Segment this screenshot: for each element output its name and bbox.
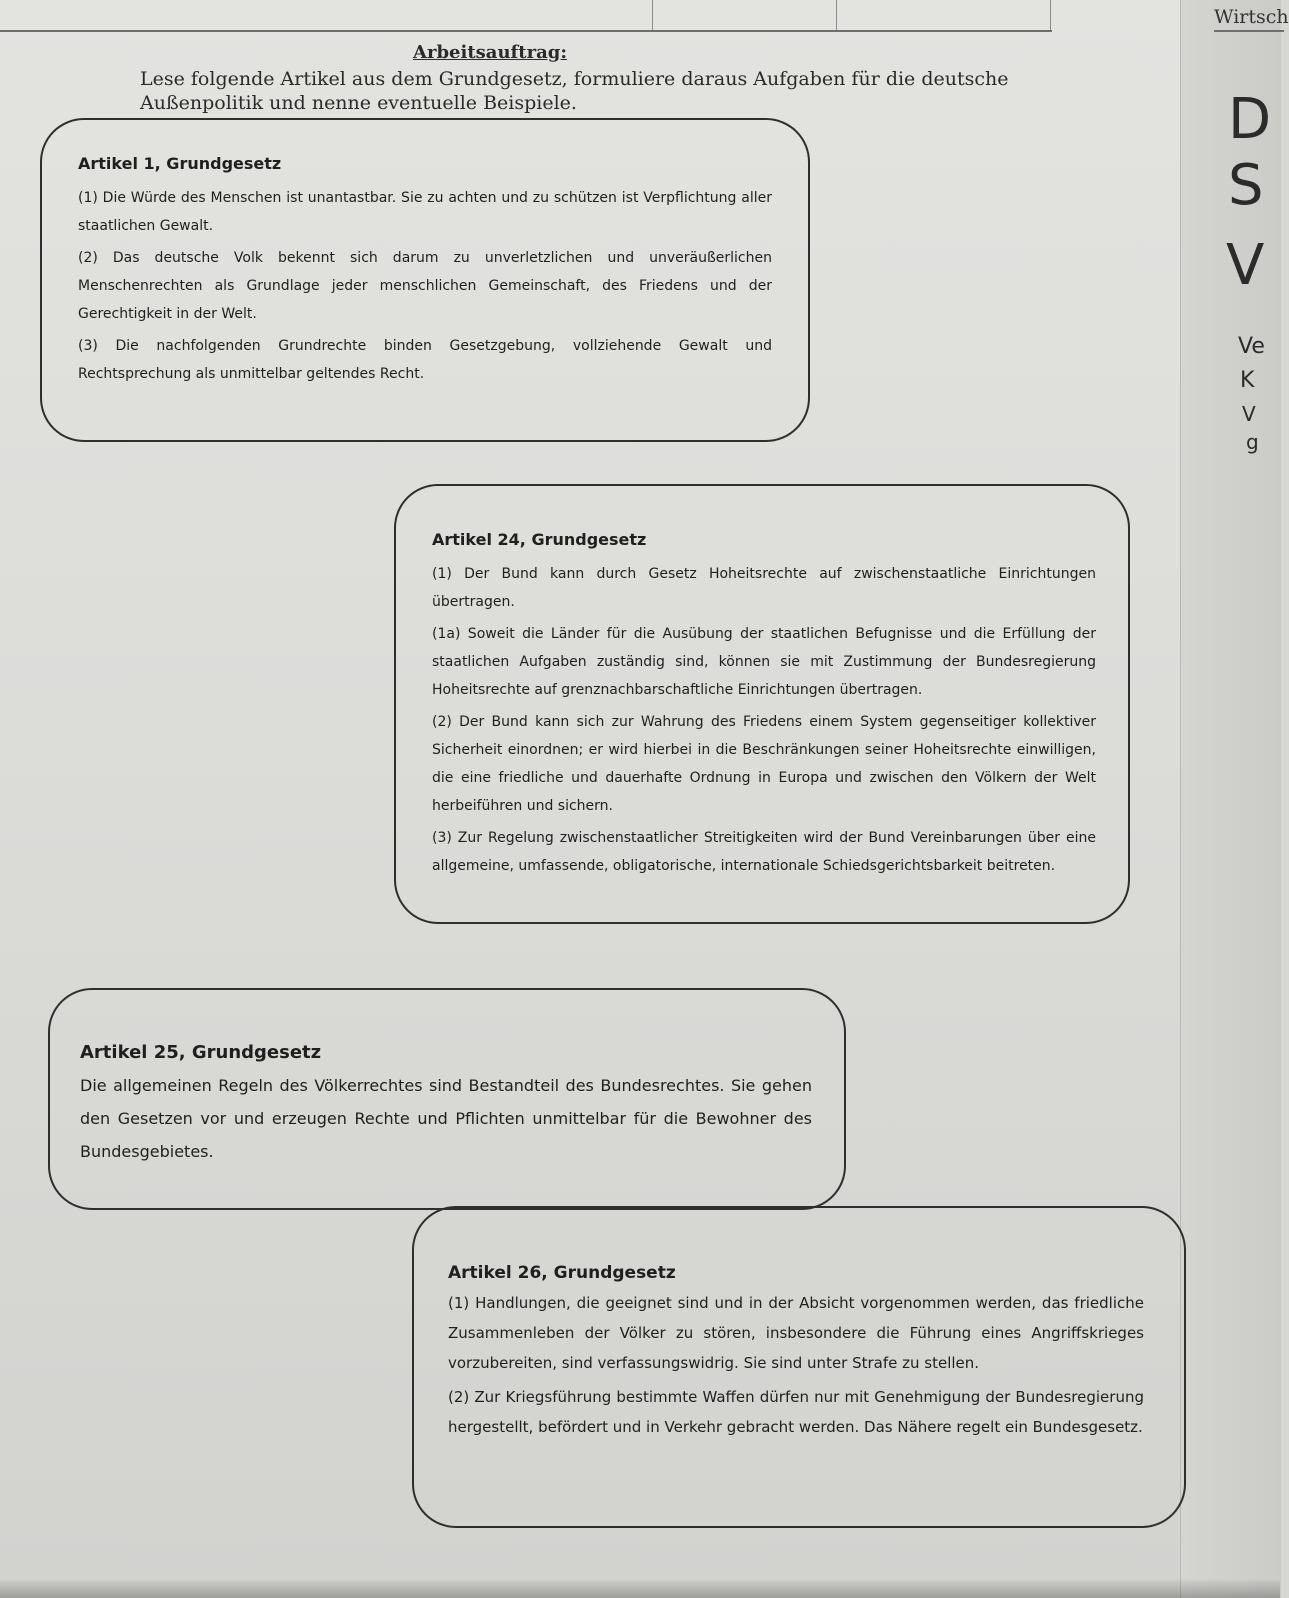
table-divider [836,0,837,30]
article-title: Artikel 26, Grundgesetz [448,1263,676,1283]
neighbor-letter: g [1246,430,1259,454]
task-heading: Arbeitsauftrag: [413,42,567,63]
table-divider [652,0,653,30]
article-paragraph: (2) Zur Kriegsführung bestimmte Waffen dürfen nur mit Genehmigung der Bundesregierung hergestellt, befördert und in Verkehr gebracht werden. Das Nähere regelt ein Bundesgesetz. [448,1388,1144,1436]
article-paragraph: (2) Der Bund kann sich zur Wahrung des Friedens einem System gegenseitiger kollektiver Sicherheit einordnen; er wird hierbei in die Beschränkungen seiner Hoheitsrechte einwilligen, die eine friedliche und dauerhafte Ordnung in Europa und zwischen den Völkern der Welt herbeiführen und sichern. [432,714,1096,814]
article-1-box [40,118,810,442]
article-26-box [412,1206,1186,1528]
neighbor-letter: V [1226,233,1265,298]
table-divider [1050,0,1051,30]
top-table-border [0,0,1052,32]
article-paragraph: (2) Das deutsche Volk bekennt sich darum zu unverletzlichen und unveräußerlichen Menschenrechten als Grundlage jeder menschlichen Gemeinschaft, des Friedens und der Gerechtigkeit in der Welt. [78,250,772,322]
page-bottom-shadow [0,1578,1280,1598]
article-paragraph: (3) Zur Regelung zwischenstaatlicher Streitigkeiten wird der Bund Vereinbarungen über eine allgemeine, umfassende, obligatorische, internationale Schiedsgerichtsbarkeit beitreten. [432,830,1096,874]
article-paragraph: (3) Die nachfolgenden Grundrechte binden Gesetzgebung, vollziehende Gewalt und Rechtsprechung als unmittelbar geltendes Recht. [78,338,772,382]
neighbor-letter: V [1242,402,1256,426]
article-24-box [394,484,1130,924]
task-text: Lese folgende Artikel aus dem Grundgesetz, formuliere daraus Aufgaben für die deutsche Außenpolitik und nenne eventuelle Beispiele. [140,68,1009,114]
article-title: Artikel 24, Grundgesetz [432,530,647,549]
article-paragraph: (1) Handlungen, die geeignet sind und in der Absicht vorgenommen werden, das friedliche Zusammenleben der Völker zu stören, insbesondere die Führung eines Angriffskrieges vorzubereiten, sind verfassungswidrig. Sie sind unter Strafe zu stellen. [448,1294,1144,1372]
article-paragraph: (1) Der Bund kann durch Gesetz Hoheitsrechte auf zwischenstaatliche Einrichtungen übertragen. [432,566,1096,610]
article-title: Artikel 25, Grundgesetz [80,1042,322,1063]
neighbor-letter: D [1228,87,1272,152]
neighbor-page-title: Wirtsch [1214,6,1284,32]
neighbor-letter: S [1228,153,1264,218]
article-25-box [48,988,846,1210]
article-title: Artikel 1, Grundgesetz [78,154,282,173]
article-paragraph: (1a) Soweit die Länder für die Ausübung der staatlichen Befugnisse und die Erfüllung der staatlichen Aufgaben zuständig sind, können sie mit Zustimmung der Bundesregierung Hoheitsrechte auf grenznachbarschaftliche Einrichtungen übertragen. [432,626,1096,698]
article-paragraph: (1) Die Würde des Menschen ist unantastbar. Sie zu achten und zu schützen ist Verpflichtung aller staatlichen Gewalt. [78,190,772,234]
article-paragraph: Die allgemeinen Regeln des Völkerrechtes sind Bestandteil des Bundesrechtes. Sie gehen den Gesetzen vor und erzeugen Rechte und Pflichten unmittelbar für die Bewohner des Bundesgebietes. [80,1076,812,1161]
neighbor-letter: K [1240,368,1255,393]
task-instructions [140,42,1040,115]
neighbor-letter: Ve [1238,334,1265,359]
